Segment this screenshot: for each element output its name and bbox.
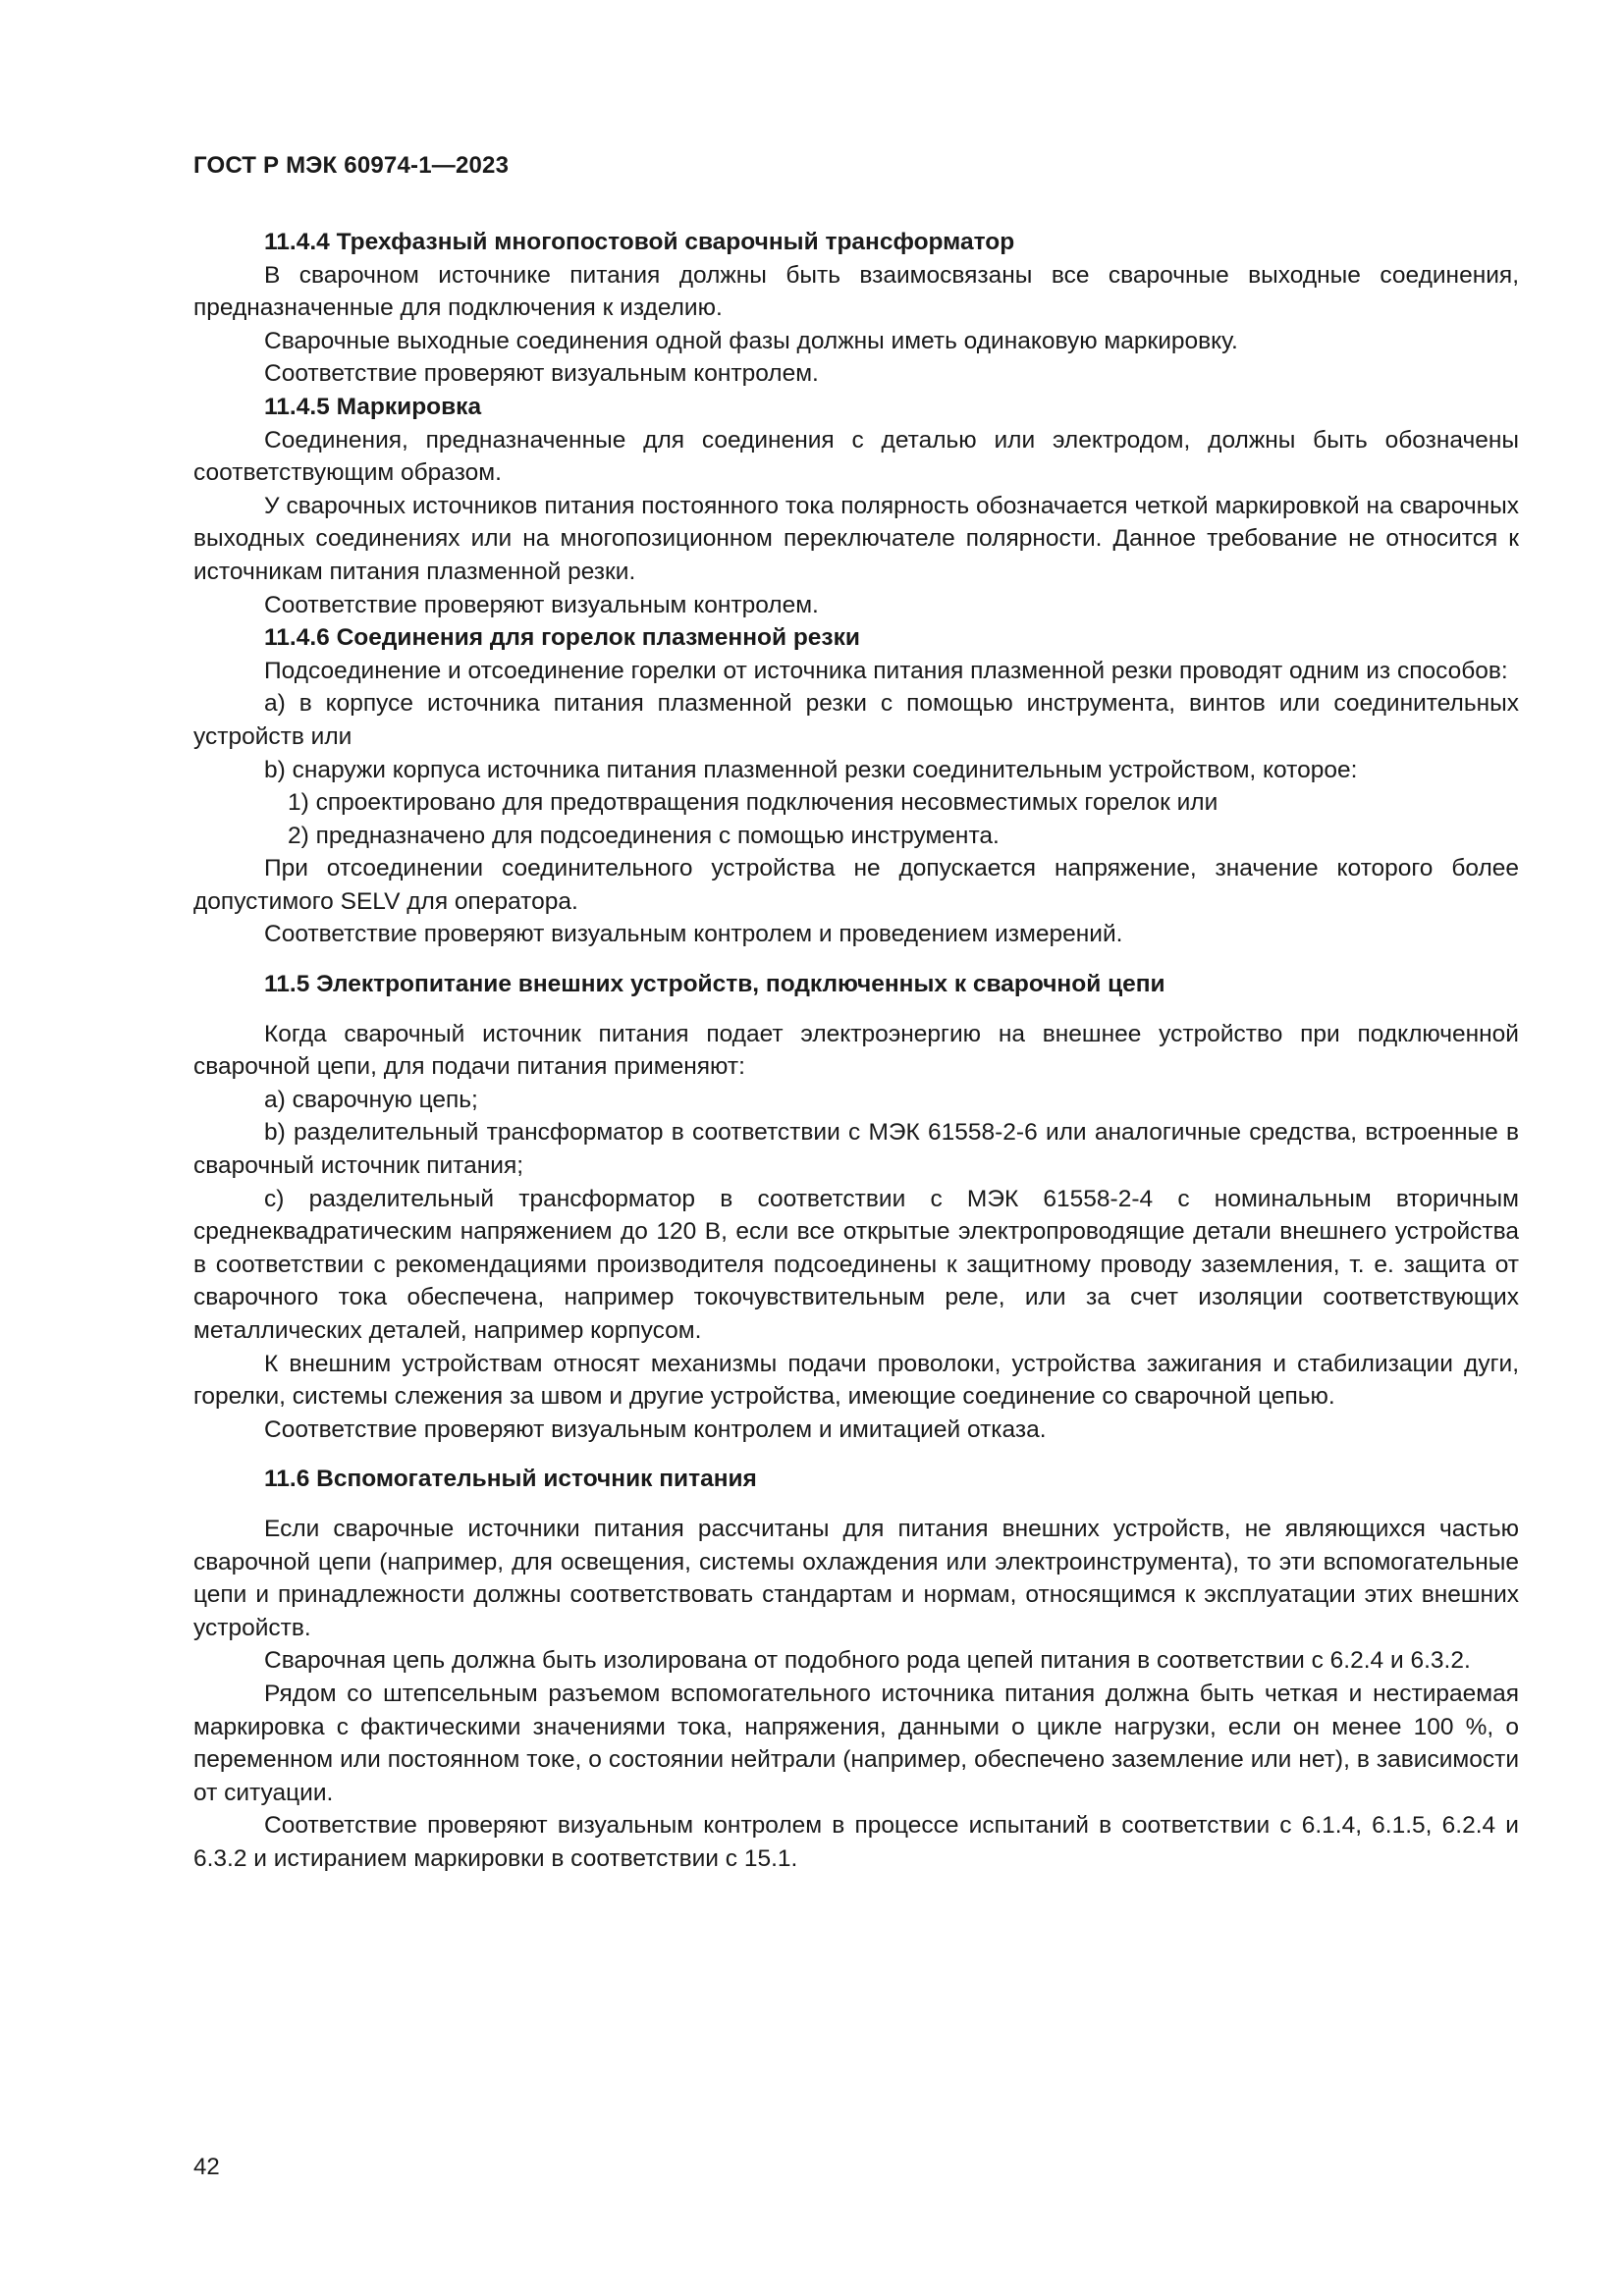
paragraph: Соответствие проверяют визуальным контролем. bbox=[264, 591, 819, 618]
paragraph: Соединения, предназначенные для соединения с деталью или электродом, должны быть обозначены соответствующим образом. bbox=[193, 426, 1519, 487]
paragraph: Рядом со штепсельным разъемом вспомогательного источника питания должна быть четкая и нестираемая маркировка с фактическими значениями тока, напряжения, данными о цикле нагрузки, если он менее 100 %, о переменном или постоянном токе, о состоянии нейтрали (например, обеспечено заземление или нет), в зависимости от ситуации. bbox=[193, 1680, 1519, 1806]
section-heading-11-6: 11.6 Вспомогательный источник питания bbox=[264, 1466, 757, 1493]
paragraph: Соответствие проверяют визуальным контролем в процессе испытаний в соответствии с 6.1.4, 6.1.5, 6.2.4 и 6.3.2 и истиранием маркировки в соответствии с 15.1. bbox=[193, 1812, 1519, 1872]
document-header: ГОСТ Р МЭК 60974-1—2023 bbox=[193, 152, 510, 179]
section-heading-11-5: 11.5 Электропитание внешних устройств, подключенных к сварочной цепи bbox=[264, 971, 1165, 998]
list-item: a) в корпусе источника питания плазменной резки с помощью инструмента, винтов или соединительных устройств или bbox=[193, 690, 1519, 750]
paragraph: При отсоединении соединительного устройства не допускается напряжение, значение которого более допустимого SELV для оператора. bbox=[193, 855, 1519, 915]
sub-list-item: 1) спроектировано для предотвращения подключения несовместимых горелок или bbox=[288, 789, 1218, 817]
paragraph: Подсоединение и отсоединение горелки от источника питания плазменной резки проводят одним из способов: bbox=[264, 657, 1508, 684]
list-item: b) снаружи корпуса источника питания плазменной резки соединительным устройством, которое: bbox=[264, 756, 1358, 783]
paragraph: Сварочная цепь должна быть изолирована от подобного рода цепей питания в соответствии с 6.2.4 и 6.3.2. bbox=[264, 1647, 1471, 1675]
paragraph: Когда сварочный источник питания подает электроэнергию на внешнее устройство при подключенной сварочной цепи, для подачи питания применяют: bbox=[193, 1020, 1519, 1081]
document-body bbox=[193, 226, 1519, 1876]
section-heading-11-4-6: 11.4.6 Соединения для горелок плазменной резки bbox=[264, 624, 860, 652]
section-heading-11-4-4: 11.4.4 Трехфазный многопостовой сварочный трансформатор bbox=[264, 229, 1015, 255]
paragraph: Соответствие проверяют визуальным контролем и имитацией отказа. bbox=[264, 1415, 1047, 1443]
section-heading-11-4-5: 11.4.5 Маркировка bbox=[264, 393, 482, 420]
paragraph: В сварочном источнике питания должны быть взаимосвязаны все сварочные выходные соединения, предназначенные для подключения к изделию. bbox=[193, 261, 1519, 322]
paragraph: У сварочных источников питания постоянного тока полярность обозначается четкой маркировкой на сварочных выходных соединениях или на многопозиционном переключателе полярности. Данное требование не относится к источникам питания плазменной резки. bbox=[193, 492, 1519, 585]
sub-list-item: 2) предназначено для подсоединения с помощью инструмента. bbox=[288, 822, 1000, 849]
paragraph: Соответствие проверяют визуальным контролем. bbox=[264, 360, 819, 388]
paragraph: Сварочные выходные соединения одной фазы должны иметь одинаковую маркировку. bbox=[264, 327, 1238, 354]
paragraph: К внешним устройствам относят механизмы подачи проволоки, устройства зажигания и стабилизации дуги, горелки, системы слежения за швом и другие устройства, имеющие соединение со сварочной цепью. bbox=[193, 1350, 1519, 1411]
list-item: a) сварочную цепь; bbox=[264, 1086, 478, 1113]
list-item: b) разделительный трансформатор в соответствии с МЭК 61558-2-6 или аналогичные средства, встроенные в сварочный источник питания; bbox=[193, 1119, 1519, 1180]
page-number: 42 bbox=[193, 2154, 220, 2180]
paragraph: Соответствие проверяют визуальным контролем и проведением измерений. bbox=[264, 921, 1123, 948]
paragraph: Если сварочные источники питания рассчитаны для питания внешних устройств, не являющихся частью сварочной цепи (например, для освещения, системы охлаждения или электроинструмента), то эти вспомогательные цепи и принадлежности должны соответствовать стандартам и нормам, относящимся к эксплуатации этих внешних устройств. bbox=[193, 1515, 1519, 1641]
list-item: c) разделительный трансформатор в соответствии с МЭК 61558-2-4 с номинальным вторичным среднеквадратическим напряжением до 120 В, если все открытые электропроводящие детали внешнего устройства в соответствии с рекомендациями производителя подсоединены к защитному проводу заземления, т. е. защита от сварочного тока обеспечена, например токочувствительным реле, или за счет изоляции соответствующих металлических деталей, например корпусом. bbox=[193, 1185, 1519, 1344]
